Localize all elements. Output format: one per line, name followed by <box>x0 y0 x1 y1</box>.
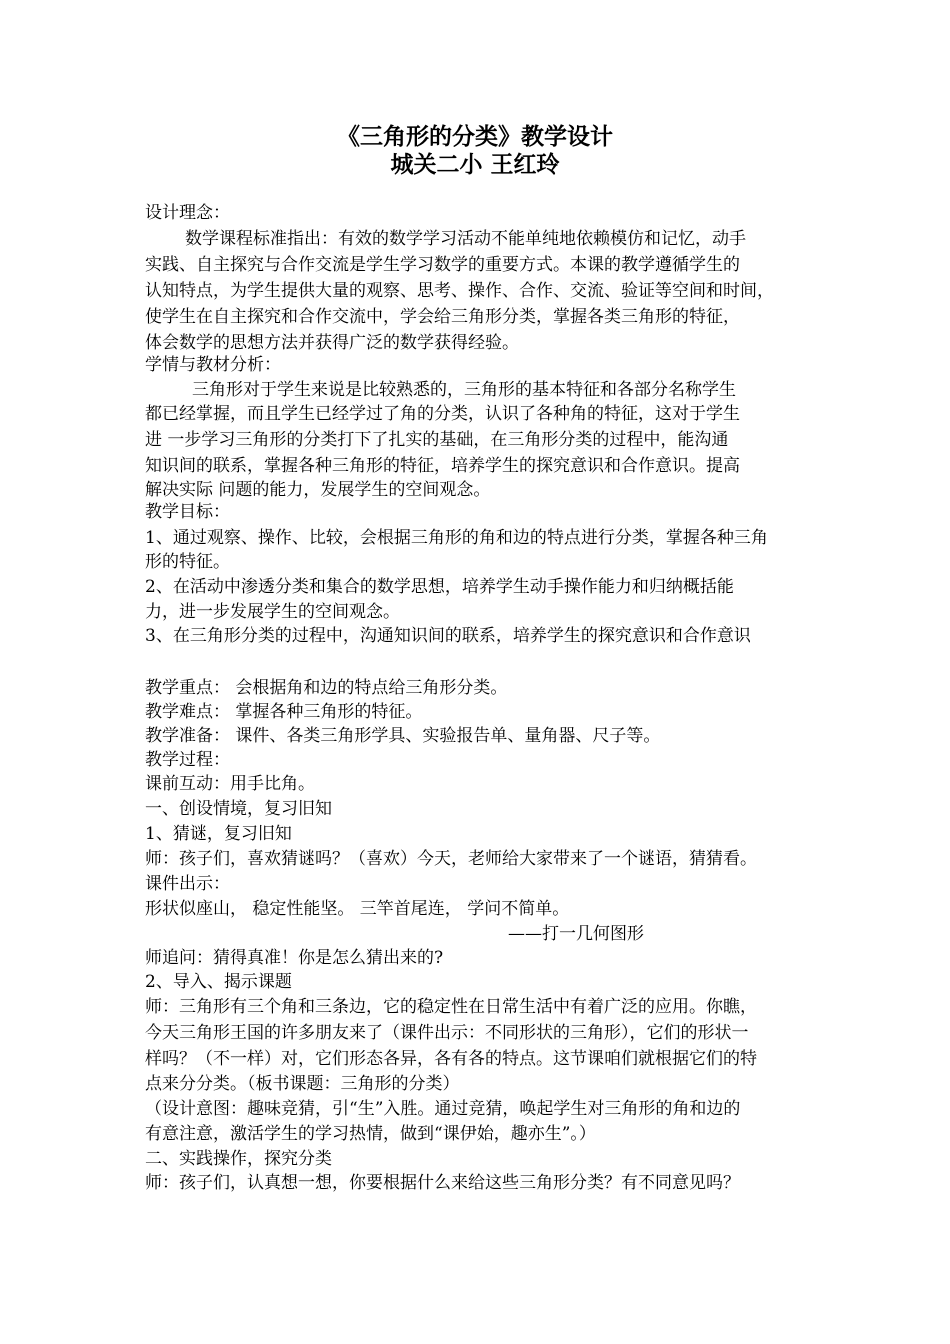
text-line: 进 一步学习三角形的分类打下了扎实的基础，在三角形分类的过程中，能沟通 <box>145 430 729 450</box>
subsection-heading: 2、导入、揭示课题 <box>145 972 292 992</box>
text-line: 课前互动：用手比角。 <box>145 774 315 794</box>
text-line: 3、在三角形分类的过程中，沟通知识间的联系，培养学生的探究意识和合作意识 <box>145 626 751 646</box>
text-line: 力，进一步发展学生的空间观念。 <box>145 602 400 622</box>
text-line: 体会数学的思想方法并获得广泛的数学获得经验。 <box>145 333 519 353</box>
heading-analysis: 学情与教材分析： <box>145 355 281 375</box>
section-heading: 二、实践操作，探究分类 <box>145 1149 332 1169</box>
difficulty: 教学难点： 掌握各种三角形的特征。 <box>145 702 423 722</box>
text-line: 师追问：猜得真准！你是怎么猜出来的? <box>145 948 444 968</box>
text-line: 1、通过观察、操作、比较，会根据三角形的角和边的特点进行分类，掌握各种三角 <box>145 528 768 548</box>
text-line: 使学生在自主探究和合作交流中，学会给三角形分类，掌握各类三角形的特征， <box>145 307 740 327</box>
text-line: 2、在活动中渗透分类和集合的数学思想，培养学生动手操作能力和归纳概括能 <box>145 577 734 597</box>
text-line: 形的特征。 <box>145 552 230 572</box>
heading-design-concept: 设计理念： <box>145 203 230 223</box>
text-line: 师：孩子们，认真想一想，你要根据什么来给这些三角形分类？有不同意见吗？ <box>145 1173 740 1193</box>
text-line: 实践、自主探究与合作交流是学生学习数学的重要方式。本课的教学遵循学生的 <box>145 255 740 275</box>
text-line: 数学课程标准指出：有效的数学学习活动不能单纯地依赖模仿和记忆，动手 <box>185 229 746 249</box>
heading-objectives: 教学目标： <box>145 502 230 522</box>
text-line: 解决实际 问题的能力，发展学生的空间观念。 <box>145 480 491 500</box>
key-point: 教学重点： 会根据角和边的特点给三角形分类。 <box>145 678 508 698</box>
text-line: 样吗？（不一样）对，它们形态各异，各有各的特点。这节课咱们就根据它们的特 <box>145 1049 757 1069</box>
section-heading: 一、创设情境，复习旧知 <box>145 799 332 819</box>
text-line: （设计意图：趣味竞猜，引“生”入胜。通过竞猜，唤起学生对三角形的角和边的 <box>145 1099 741 1119</box>
text-line: 知识间的联系，掌握各种三角形的特征，培养学生的探究意识和合作意识。提高 <box>145 456 740 476</box>
document-author: 城关二小 王红玲 <box>390 151 560 178</box>
text-line: 师：孩子们，喜欢猜谜吗？（喜欢）今天，老师给大家带来了一个谜语，猜猜看。 <box>145 849 757 869</box>
riddle-line: 形状似座山， 稳定性能坚。 三竿首尾连， 学问不简单。 <box>145 899 570 919</box>
subsection-heading: 1、猜谜，复习旧知 <box>145 824 292 844</box>
text-line: 点来分分类。（板书课题：三角形的分类） <box>145 1074 460 1094</box>
text-line: 有意注意，激活学生的学习热情，做到“课伊始，趣亦生”。） <box>145 1124 596 1144</box>
text-line: 三角形对于学生来说是比较熟悉的，三角形的基本特征和各部分名称学生 <box>192 380 736 400</box>
document-title: 《三角形的分类》教学设计 <box>337 123 613 150</box>
preparation: 教学准备： 课件、各类三角形学具、实验报告单、量角器、尺子等。 <box>145 726 661 746</box>
text-line: 师：三角形有三个角和三条边，它的稳定性在日常生活中有着广泛的应用。你瞧， <box>145 997 757 1017</box>
text-line: 认知特点，为学生提供大量的观察、思考、操作、合作、交流、验证等空间和时间， <box>145 281 774 301</box>
text-line: 今天三角形王国的许多朋友来了（课件出示：不同形状的三角形），它们的形状一 <box>145 1023 749 1043</box>
riddle-hint: ——打一几何图形 <box>508 924 644 944</box>
text-line: 课件出示： <box>145 874 230 894</box>
text-line: 都已经掌握，而且学生已经学过了角的分类，认识了各种角的特征，这对于学生 <box>145 404 740 424</box>
heading-process: 教学过程： <box>145 750 230 770</box>
